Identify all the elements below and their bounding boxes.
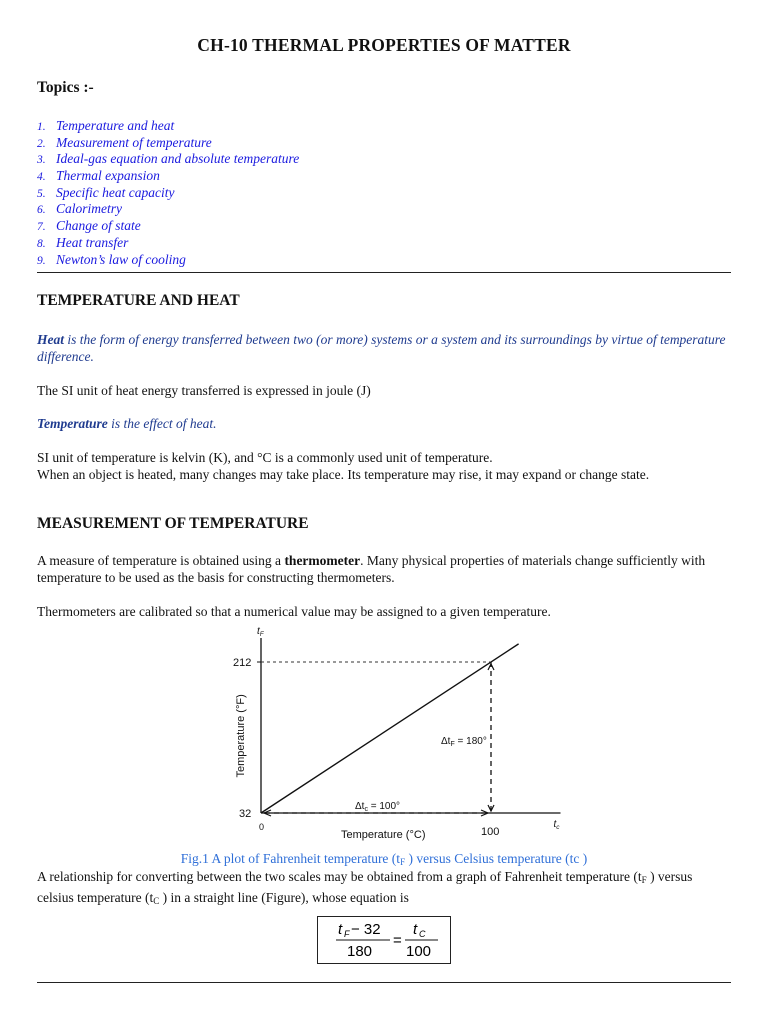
eq-lhs-num-sub: F <box>344 929 350 939</box>
temperature-definition: Temperature is the effect of heat. <box>37 416 217 431</box>
heat-term: Heat <box>37 332 64 347</box>
eq-equals: = <box>393 932 402 949</box>
divider <box>37 272 731 273</box>
y-axis-label: Temperature (°F) <box>235 694 247 778</box>
topic-item[interactable]: 9. Newton’s law of cooling <box>37 251 186 267</box>
x-tick-label-0: 0 <box>259 822 265 832</box>
conversion-paragraph: A relationship for converting between the two scales may be obtained from a graph of Fahrenheit temperature ($t_F$ ) versus celsius temperature ($t_C$ ) in a straight line (Figure), whose equation is <box>37 869 693 906</box>
series-line <box>261 644 519 813</box>
y-tick-label-32: 32 <box>239 808 252 820</box>
thermometer-term: thermometer <box>284 553 361 568</box>
si-temperature-text: SI unit of temperature is kelvin (K), and °C is a commonly used unit of temperature. When an object is heated, many changes may take place. Its temperature may rise, it may expand or change state. <box>37 450 650 482</box>
eq-rhs-num-sub: C <box>419 929 426 939</box>
delta-c-label: $\Delta t_c = 100^\circ$ <box>355 801 401 813</box>
equation-graphic <box>318 917 450 963</box>
divider-bottom <box>37 982 731 983</box>
topics-heading: Topics :- <box>37 79 94 96</box>
section-heading-temperature-heat: TEMPERATURE AND HEAT <box>37 292 240 309</box>
topics-list <box>37 118 299 268</box>
delta-f-label: $\Delta t_F = 180^\circ$ <box>441 736 487 748</box>
eq-lhs-den: 180 <box>347 943 373 960</box>
fahrenheit-celsius-chart <box>225 620 560 850</box>
calibration-text: Thermometers are calibrated so that a numerical value may be assigned to a given temperature. <box>37 604 551 619</box>
topic-item[interactable]: 8. Heat transfer <box>37 234 129 250</box>
conversion-equation <box>317 916 451 964</box>
temperature-term: Temperature <box>37 416 108 431</box>
topic-item[interactable]: 3. Ideal-gas equation and absolute temperature <box>37 151 300 167</box>
topic-item[interactable]: 2. Measurement of temperature <box>37 134 212 150</box>
x-axis-symbol: $t_c$ <box>553 819 560 831</box>
si-heat-text: The SI unit of heat energy transferred is expressed in joule (J) <box>37 383 371 398</box>
topic-item[interactable]: 5. Specific heat capacity <box>37 184 175 200</box>
y-tick-label-212: 212 <box>233 657 252 669</box>
heat-definition: Heat is the form of energy transferred between two (or more) systems or a system and its surroundings by virtue of temperature difference. <box>37 332 726 364</box>
eq-rhs-num-t: t <box>413 921 418 938</box>
topic-item[interactable]: 4. Thermal expansion <box>37 168 160 184</box>
page-title: CH-10 THERMAL PROPERTIES OF MATTER <box>197 35 571 55</box>
eq-rhs-den: 100 <box>406 943 432 960</box>
y-axis-symbol: $t_F$ <box>257 626 264 638</box>
eq-lhs-num-rest: − 32 <box>351 921 381 938</box>
thermometer-paragraph: A measure of temperature is obtained using a thermometer. Many physical properties of materials change sufficiently with temperature to be used as the basis for constructing thermometers. <box>37 553 706 585</box>
figure-caption: Fig.1 A plot of Fahrenheit temperature ($t_F$ ) versus Celsius temperature (tc ) <box>180 851 588 867</box>
topic-item[interactable]: 7. Change of state <box>37 218 141 234</box>
x-tick-label-100: 100 <box>481 826 500 838</box>
topic-item[interactable]: 1. Temperature and heat <box>37 118 175 133</box>
x-axis-label: Temperature (°C) <box>341 829 426 841</box>
topic-item[interactable]: 6. Calorimetry <box>37 201 122 217</box>
eq-lhs-num-t: t <box>338 921 343 938</box>
section-heading-measurement: MEASUREMENT OF TEMPERATURE <box>37 515 309 532</box>
